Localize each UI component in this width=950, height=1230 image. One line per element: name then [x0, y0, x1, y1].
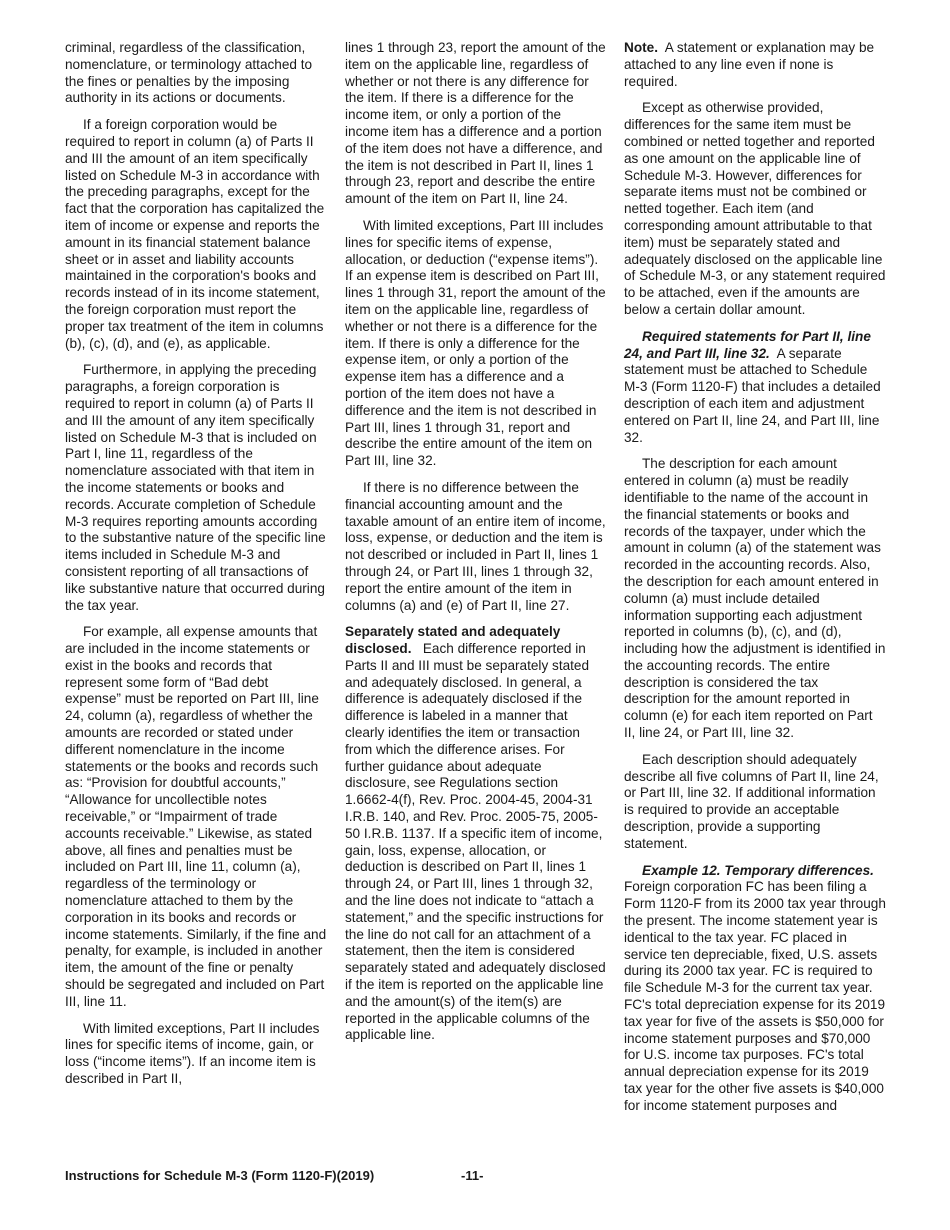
paragraph: lines 1 through 23, report the amount of the item on the applicable line, regardless of whether or not there is any difference for the item. If there is a difference for the income item, or only a portion of the income item has a difference and a portion of the item does not have a difference, and the item is not described in Part II, lines 1 through 23, report and describe the entire amount of the item on Part II, line 24. — [345, 40, 606, 207]
paragraph: With limited exceptions, Part II includes lines for specific items of income, gain, or loss (“income items”). If an income item is described in Part II, — [65, 1020, 320, 1087]
text-column-1 — [65, 40, 327, 1098]
text-column-3 — [624, 40, 886, 1125]
page-number: -11- — [461, 1168, 484, 1183]
paragraph: Each description should adequately describe all five columns of Part II, line 24, or Part III, line 32. If additional information is required to provide an acceptable description, provide a supporting statement. — [624, 751, 879, 851]
paragraph: With limited exceptions, Part III includes lines for specific items of expense, allocation, or deduction (“expense items”). If an expense item is described on Part III, lines 1 through 31, report the amount of the item on the applicable line, regardless of whether or not there is a difference for the item. If there is only a difference for the expense item, or only a portion of the expense item has a difference and a portion of the item does not have a difference and the item is not described in Part III, lines 1 through 31, report and describe the entire amount of the item on Part III, line 32. — [345, 217, 606, 469]
section-heading-separately-stated: Separately stated and adequately disclosed. — [345, 624, 561, 657]
note-paragraph — [624, 40, 886, 90]
text-column-2 — [345, 40, 607, 1054]
paragraph-with-heading — [624, 863, 886, 1115]
paragraph: For example, all expense amounts that are included in the income statements or exist in the books and records that represent some form of “Bad debt expense” must be reported on Part III, line 24, column (a), regardless of whether the amounts are recorded or stated under different nomenclature in the income statements or the books and records such as: “Provision for doubtful accounts,” “Allowance for uncollectible notes receivable,” or “Impairment of trade accounts receivable.” Likewise, as stated above, all fines and penalties must be included on Part III, line 11, column (a), regardless of the terminology or nomenclature attached to them by the corporation in its books and records or income statements. Similarly, if the fine and penalty, for example, is included in another item, the amount of the fine or penalty should be segregated and included on Part III, line 11. — [65, 624, 327, 1009]
paragraph: criminal, regardless of the classification, nomenclature, or terminology attached to the fines or penalties by the imposing authority in its actions or documents. — [65, 40, 313, 106]
footer-title: Instructions for Schedule M-3 (Form 1120-F)(2019) — [65, 1168, 375, 1183]
paragraph: Except as otherwise provided, differences for the same item must be combined or netted together and reported as one amount on the applicable line of Schedule M-3. However, differences for separate items must not be combined or netted together. Each item (and corresponding amount attributable to that item) must be separately stated and adequately disclosed on the applicable line of Schedule M-3, or any statement required to be attached, even if the amounts are below a certain dollar amount. — [624, 100, 886, 317]
paragraph-with-heading — [624, 329, 886, 447]
section-heading-example-12: Example 12. Temporary differences. — [642, 862, 874, 878]
paragraph: If a foreign corporation would be required to report in column (a) of Parts II and III the amount of an item specifically listed on Schedule M-3 in accordance with the preceding paragraphs, except for the fact that the corporation has capitalized the item of income or expense and reports the amount in its financial statement balance sheet or in asset and liability accounts maintained in the corporation's books and records instead of in its income statement, the foreign corporation must report the proper tax treatment of the item in columns (b), (c), (d), and (e), as applicable. — [65, 117, 325, 351]
paragraph-text: A separate statement must be attached to Schedule M-3 (Form 1120-F) that includes a detailed description of each item and adjustment entered on Part II, line 24, and Part III, line 32. — [624, 345, 881, 445]
paragraph: The description for each amount entered in column (a) must be readily identifiable to the name of the account in the financial statements or books and records of the taxpayer, under which the amount in column (a) of the statement was recorded in the accounting records. Also, the description for each amount entered in column (a) must include detailed information supporting each adjustment reported in columns (b), (c), and (d), including how the adjustment is identified in the accounting records. The entire description is considered the tax description for the amount reported in column (e) for each item reported on Part II, line 24, or Part III, line 32. — [624, 456, 886, 741]
note-label: Note. — [624, 40, 658, 55]
paragraph-with-heading — [345, 624, 607, 1044]
paragraph: If there is no difference between the financial accounting amount and the taxable amount of an entire item of income, loss, expense, or deduction and the item is not described or included in Part II, lines 1 through 24, or Part III, lines 1 through 32, report the entire amount of the item in columns (a) and (e) of Part II, line 27. — [345, 479, 606, 613]
paragraph: Furthermore, in applying the preceding paragraphs, a foreign corporation is required to report in column (a) of Parts II and III the amount of any item specifically listed on Schedule M-3 that is included on Part I, line 11, regardless of the nomenclature associated with that item in the income statements or books and records. Accurate completion of Schedule M-3 requires reporting amounts according to the substantive nature of the specific line items included in Schedule M-3 and consistent reporting of all transactions of like substantive nature that occurred during the tax year. — [65, 362, 326, 613]
note-text: A statement or explanation may be attached to any line even if none is required. — [624, 40, 875, 89]
section-heading-required-statements: Required statements for Part II, line 24, and Part III, line 32. — [624, 328, 871, 361]
paragraph-text: Foreign corporation FC has been filing a Form 1120-F from its 2000 tax year through the present. The income statement year is identical to the tax year. FC placed in service ten depreciable, fixed, U.S. assets during its 2000 tax year. FC is required to file Schedule M-3 for the current tax year. FC's total depreciation expense for its 2019 tax year for five of the assets is $50,000 for income statement purposes and $70,000 for U.S. income tax purposes. FC's total annual depreciation expense for its 2019 tax year for the other five assets is $40,000 for income statement purposes and — [624, 879, 886, 1113]
paragraph-text: Each difference reported in Parts II and III must be separately stated and adequately disclosed. In general, a difference is adequately disclosed if the difference is labeled in a manner that clearly identifies the item or transaction from which the difference arises. For further guidance about adequate disclosure, see Regulations section 1.6662-4(f), Rev. Proc. 2004-45, 2004-31 I.R.B. 140, and Rev. Proc. 2005-75, 2005-50 I.R.B. 1137. If a specific item of income, gain, loss, expense, allocation, or deduction is described on Part II, lines 1 through 24, or Part III, lines 1 through 32, and the line does not indicate to “attach a statement,” and the specific instructions for the line do not call for an attachment of a statement, then the item is considered separately stated and adequately disclosed if the item is reported on the applicable line and the amount(s) of the item(s) are reported in the applicable columns of the applicable line. — [345, 641, 606, 1043]
